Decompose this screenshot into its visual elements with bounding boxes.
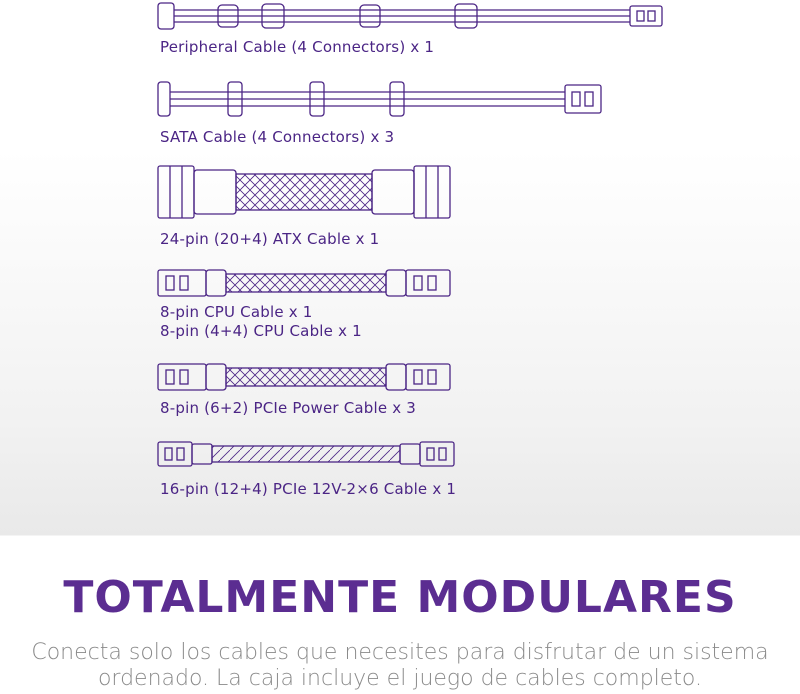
cable-label-sata: SATA Cable (4 Connectors) x 3 (160, 128, 395, 146)
cable-label-pcie-16pin: 16-pin (12+4) PCIe 12V-2×6 Cable x 1 (160, 480, 457, 498)
peripheral-cable-icon (158, 3, 662, 29)
sata-cable-icon (158, 82, 601, 116)
cpu-8pin-cable-icon (158, 270, 450, 296)
pcie-8pin-cable-icon (158, 364, 450, 390)
cable-label-cpu-4plus4: 8-pin (4+4) CPU Cable x 1 (160, 322, 362, 340)
description-line-1: Conecta solo los cables que necesites para disfrutar de un sistema (31, 640, 769, 665)
cable-label-atx: 24-pin (20+4) ATX Cable x 1 (160, 230, 380, 248)
page-title: TOTALMENTE MODULARES (63, 572, 737, 623)
cable-label-pcie-8pin: 8-pin (6+2) PCIe Power Cable x 3 (160, 399, 417, 417)
cable-label-peripheral: Peripheral Cable (4 Connectors) x 1 (160, 38, 435, 56)
description-line-2: ordenado. La caja incluye el juego de cables completo. (97, 666, 703, 691)
pcie-16pin-cable-icon (158, 442, 454, 466)
cable-label-cpu-8pin: 8-pin CPU Cable x 1 (160, 303, 313, 321)
atx-24pin-cable-icon (158, 166, 450, 218)
